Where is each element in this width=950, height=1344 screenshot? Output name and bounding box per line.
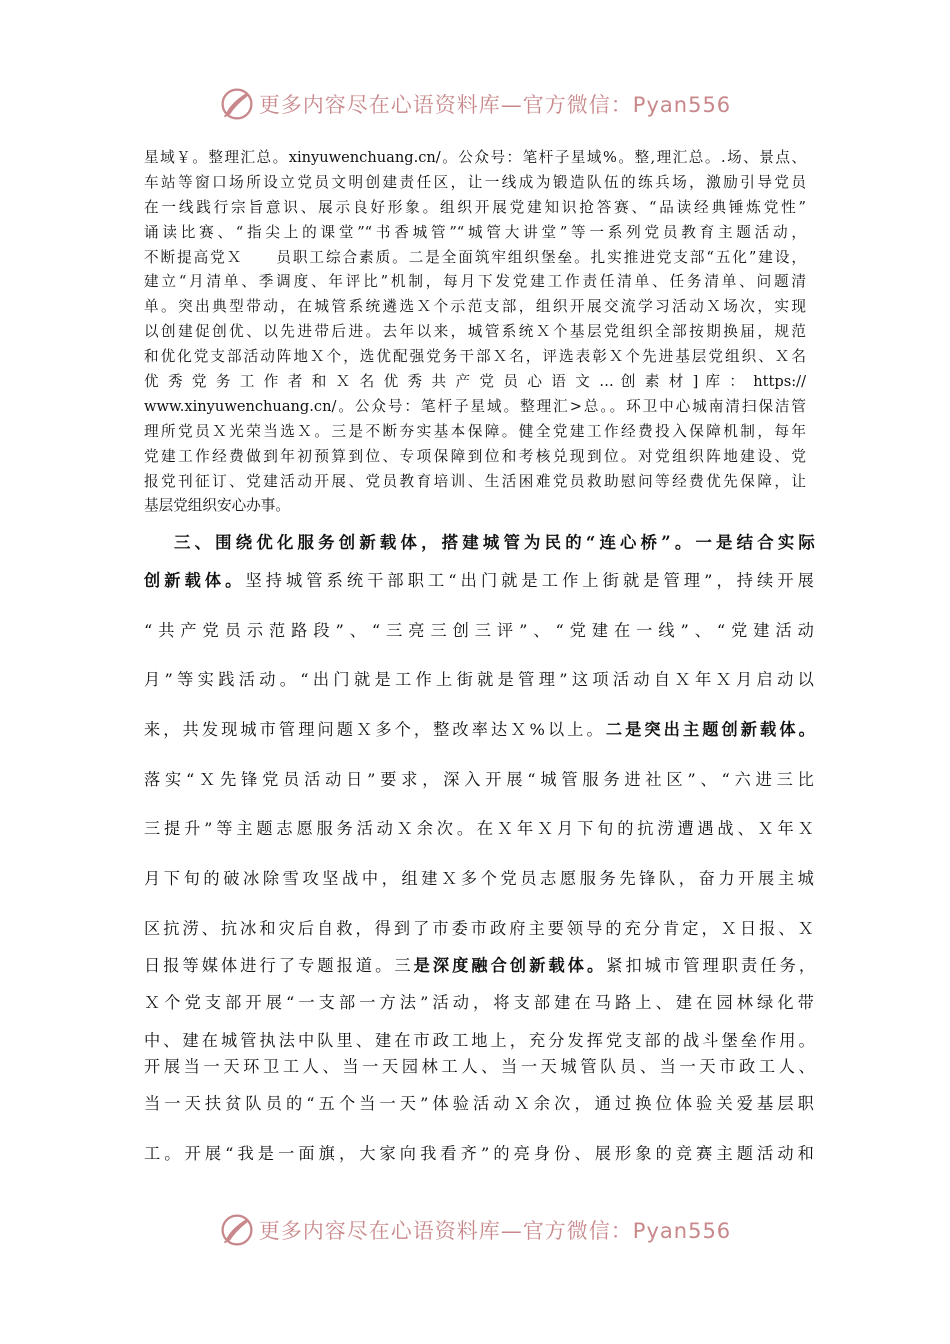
footer-banner xyxy=(0,1208,950,1252)
text-line: 建立“月清单、季调度、年评比”机制，每月下发党建工作责任清单、任务清单、问题清 xyxy=(144,273,806,291)
text-line: 当一天扶贫队员的“五个当一天”体验活动Ｘ余次，通过换位体验关爱基层职 xyxy=(144,1094,816,1113)
text-line: 诵读比赛、“指尖上的课堂”“书香城管”“城管大讲堂”等一系列党员教育主题活动， xyxy=(144,223,806,241)
text-line: 以创建促创优、以先进带后进。去年以来，城管系统Ｘ个基层党组织全部按期换届，规范 xyxy=(144,323,806,341)
bold-lead: 创新载体。 xyxy=(144,571,246,590)
text-line: 日报等媒体进行了专题报道。三是深度融合创新载体。紧扣城市管理职责任务， xyxy=(144,956,816,975)
banner-text: 更多内容尽在心语资料库—官方微信：Pyan556 xyxy=(258,1219,732,1243)
text-line: 基层党组织安心办事。 xyxy=(144,497,290,515)
text-line: 月”等实践活动。“出门就是工作上街就是管理”这项活动自Ｘ年Ｘ月启动以 xyxy=(144,670,816,689)
text-line: 创新载体。坚持城管系统干部职工“出门就是工作上街就是管理”，持续开展 xyxy=(144,571,816,590)
text-line: 落实“Ｘ先锋党员活动日”要求，深入开展“城管服务进社区”、“六进三比 xyxy=(144,770,816,789)
text-line: 党建工作经费做到年初预算到位、专项保障到位和考核兑现到位。对党组织阵地建设、党 xyxy=(144,447,806,465)
pen-logo-icon xyxy=(219,1212,255,1248)
bold-lead: 是深度融合创新载体。 xyxy=(413,956,607,975)
text-line: “共产党员示范路段”、“三亮三创三评”、“党建在一线”、“党建活动 xyxy=(144,621,816,640)
text-line: Ｘ个党支部开展“一支部一方法”活动，将支部建在马路上、建在园林绿化带 xyxy=(144,993,816,1012)
text-line: 报党刊征订、党建活动开展、党员教育培训、生活困难党员救助慰问等经费优先保障，让 xyxy=(144,472,806,490)
text-line: 来，共发现城市管理问题Ｘ多个，整改率达Ｘ%以上。二是突出主题创新载体。 xyxy=(144,720,816,739)
header-banner xyxy=(0,82,950,126)
body-paragraph-1 xyxy=(144,146,806,519)
text-line: 和优化党支部活动阵地Ｘ个，选优配强党务干部Ｘ名，评选表彰Ｘ个先进基层党组织、Ｘ名 xyxy=(144,348,806,366)
banner-text: 更多内容尽在心语资料库—官方微信：Pyan556 xyxy=(258,93,732,117)
text-line: 不断提高党Ｘ 员职工综合素质。二是全面筑牢组织堡垒。扎实推进党支部“五化”建设， xyxy=(144,248,806,266)
text-line: 车站等窗口场所设立党员文明创建责任区，让一线成为锻造队伍的练兵场，激励引导党员 xyxy=(144,173,806,191)
text-line: www.xinyuwenchuang.cn/。公众号：笔杆子星域。整理汇>总。。环卫中心城南清扫保洁管 xyxy=(144,397,806,415)
bold-lead: 二是突出主题创新载体。 xyxy=(605,720,816,739)
bold-lead: 一是结合实际 xyxy=(695,533,816,552)
text-line: 中、建在城管执法中队里、建在市政工地上，充分发挥党支部的战斗堡垒作用。 xyxy=(144,1031,816,1050)
text-line: 单。突出典型带动，在城管系统遴选Ｘ个示范支部，组织开展交流学习活动Ｘ场次，实现 xyxy=(144,298,806,316)
text-line: 开展当一天环卫工人、当一天园林工人、当一天城管队员、当一天市政工人、 xyxy=(144,1057,816,1076)
text-line xyxy=(144,528,816,558)
text-line: 星域￥。整理汇总。xinyuwenchuang.cn/。公众号：笔杆子星域%。整,理汇总。.场、景点、 xyxy=(144,149,806,166)
text-line: 区抗涝、抗冰和灾后自救，得到了市委市政府主要领导的充分肯定，Ｘ日报、Ｘ xyxy=(144,919,816,938)
pen-logo-icon xyxy=(219,86,255,122)
text-line: 月下旬的破冰除雪攻坚战中，组建Ｘ多个党员志愿服务先锋队，奋力开展主城 xyxy=(144,869,816,888)
text-line: 理所党员Ｘ光荣当选Ｘ。三是不断夯实基本保障。健全党建工作经费投入保障机制，每年 xyxy=(144,422,806,440)
text-line: 优 秀 党 务 工 作 者 和 Ｘ 名 优 秀 共 产 党 员 心 语 文 … 创 素 材 ] 库 ： https:// xyxy=(144,373,806,391)
text-line: 工。开展“我是一面旗，大家向我看齐”的亮身份、展形象的竞赛主题活动和 xyxy=(144,1144,816,1163)
text-line: 在一线践行宗旨意识、展示良好形象。组织开展党建知识抢答赛、“品读经典锤炼党性” xyxy=(144,198,806,216)
text-line: 三提升”等主题志愿服务活动Ｘ余次。在Ｘ年Ｘ月下旬的抗涝遭遇战、Ｘ年Ｘ xyxy=(144,819,816,838)
section-heading: 三、围绕优化服务创新载体，搭建城管为民的“连心桥”。 xyxy=(174,533,696,552)
